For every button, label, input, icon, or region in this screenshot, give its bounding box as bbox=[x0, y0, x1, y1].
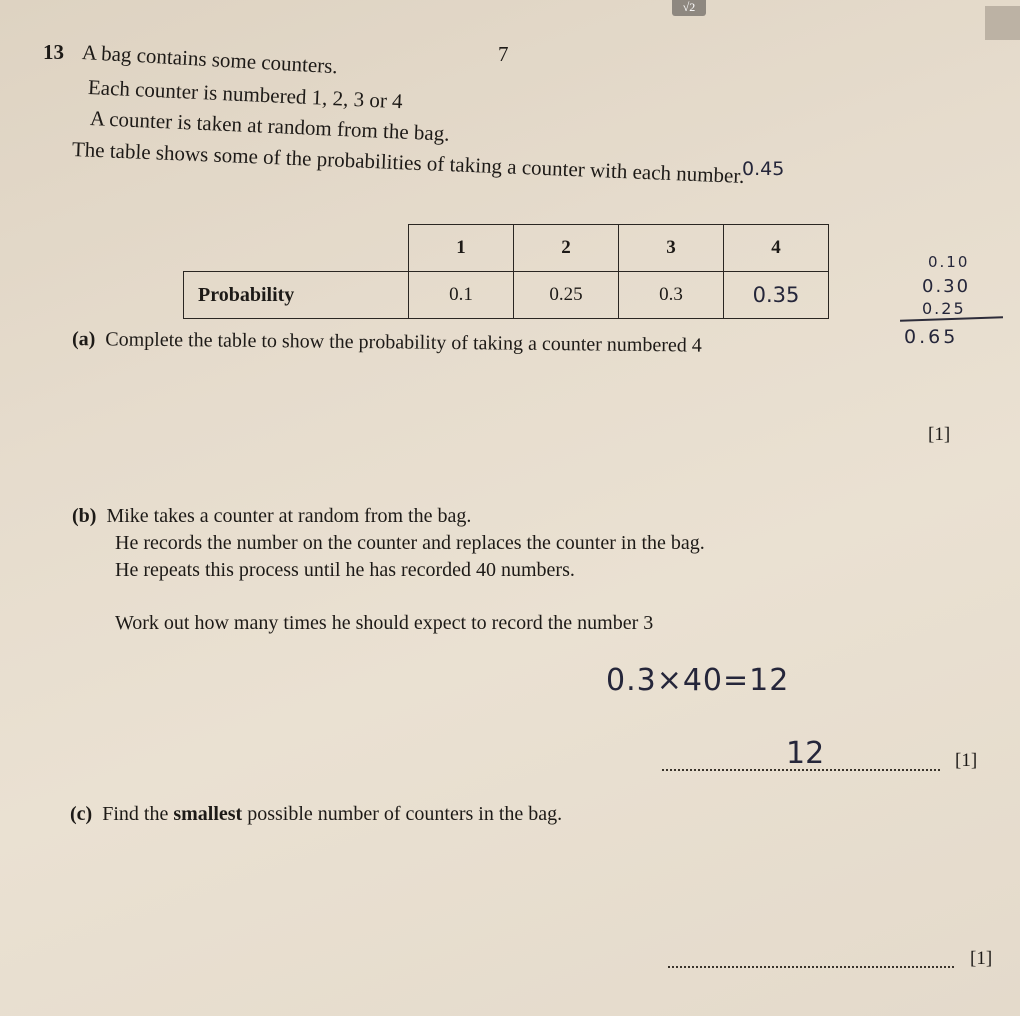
part-a-letter: (a) bbox=[71, 328, 96, 351]
table-cell-answer[interactable]: 0.35 bbox=[724, 272, 829, 319]
handwritten-sum-line: 0.10 bbox=[928, 253, 970, 271]
table-header-cell: 4 bbox=[724, 225, 829, 272]
part-a-text bbox=[72, 328, 702, 358]
handwritten-sum-line: 0.30 bbox=[922, 276, 971, 297]
part-b-text: Mike takes a counter at random from the bag. bbox=[106, 505, 472, 527]
probability-table bbox=[183, 224, 829, 319]
part-a-marks: [1] bbox=[928, 424, 951, 445]
table-cell: 0.25 bbox=[514, 272, 619, 319]
question-stem-line: A counter is taken at random from the bag. bbox=[89, 106, 451, 146]
answer-line-b[interactable] bbox=[662, 769, 940, 771]
table-header-cell: 3 bbox=[619, 225, 724, 272]
page-badge: √2 bbox=[672, 0, 706, 16]
handwritten-answer-b: 12 bbox=[786, 736, 825, 771]
handwritten-side-note: 0.45 bbox=[742, 158, 785, 180]
question-stem-line: A bag contains some counters. bbox=[81, 40, 339, 79]
answer-line-c[interactable] bbox=[668, 966, 954, 968]
part-b-task: Work out how many times he should expect to record the number 3 bbox=[115, 612, 654, 634]
part-c-letter: (c) bbox=[70, 803, 93, 825]
handwritten-sum-rule bbox=[900, 316, 1003, 322]
part-c-emphasis: smallest bbox=[173, 803, 243, 825]
question-stem-line: Each counter is numbered 1, 2, 3 or 4 bbox=[87, 75, 404, 114]
table-header-cell: 1 bbox=[409, 225, 514, 272]
table-cell: 0.1 bbox=[409, 272, 514, 319]
table-row bbox=[184, 272, 829, 319]
part-c-question-end: possible number of counters in the bag. bbox=[242, 803, 563, 825]
handwritten-sum-result: 0.65 bbox=[904, 326, 959, 348]
part-b-line bbox=[72, 505, 471, 528]
page-number: 7 bbox=[498, 42, 509, 66]
question-number: 13 bbox=[43, 40, 64, 64]
part-b-marks: [1] bbox=[955, 750, 978, 771]
part-b-line: He records the number on the counter and replaces the counter in the bag. bbox=[115, 532, 705, 554]
part-b-line: He repeats this process until he has recorded 40 numbers. bbox=[115, 559, 575, 581]
part-c-marks: [1] bbox=[970, 948, 993, 969]
table-row-label: Probability bbox=[184, 272, 409, 319]
part-a-question: Complete the table to show the probability of taking a counter numbered 4 bbox=[105, 328, 702, 357]
table-corner-cell bbox=[184, 225, 409, 272]
part-c-question-start: Find the bbox=[102, 803, 174, 825]
part-c-text bbox=[70, 803, 562, 826]
handwritten-sum-line: 0.25 bbox=[922, 299, 966, 318]
part-b-letter: (b) bbox=[72, 505, 97, 527]
table-header-cell: 2 bbox=[514, 225, 619, 272]
table-cell: 0.3 bbox=[619, 272, 724, 319]
handwritten-working-b: 0.3×40=12 bbox=[606, 663, 790, 698]
table-header-row bbox=[184, 225, 829, 272]
background-object bbox=[985, 6, 1020, 40]
question-stem-line: The table shows some of the probabilities of taking a counter with each number. bbox=[71, 137, 745, 188]
